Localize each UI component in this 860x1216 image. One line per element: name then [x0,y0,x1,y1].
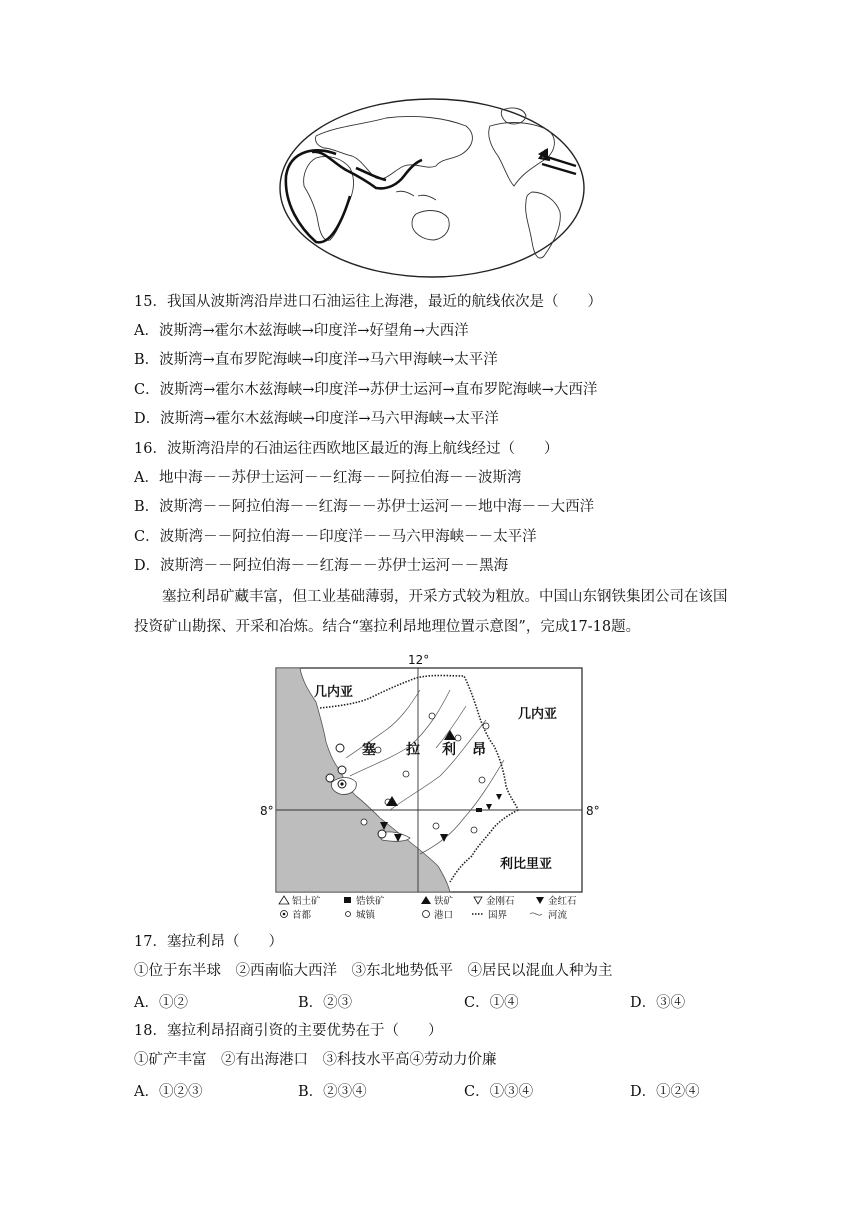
q18-option-c: C．①③④ [464,1084,534,1100]
question-18-stem: 18．塞拉利昂招商引资的主要优势在于（ ） [134,1023,443,1039]
label-guinea-nw: 几内亚 [314,685,354,700]
q17-option-b: B．②③ [298,995,353,1011]
q16-option-b: B．波斯湾－－阿拉伯海－－红海－－苏伊士运河－－地中海－－大西洋 [134,499,595,515]
question-17-stem: 17．塞拉利昂（ ） [134,934,283,950]
label-sierra-leone-2: 拉 [406,742,420,758]
q18-option-b: B．②③④ [298,1084,367,1100]
question-15-stem: 15．我国从波斯湾沿岸进口石油运往上海港，最近的航线依次是（ ） [134,294,602,310]
q15-option-a: A．波斯湾→霍尔木兹海峡→印度洋→好望角→大西洋 [134,323,469,339]
q18-option-d: D．①②④ [630,1084,700,1100]
q17-statements: ①位于东半球 ②西南临大西洋 ③东北地势低平 ④居民以混血人种为主 [134,963,613,979]
sierra-leone-map [260,650,605,922]
legend-river: 河流 [548,910,568,921]
label-liberia: 利比里亚 [500,857,553,872]
legend-capital: 首都 [292,910,312,921]
label-guinea-ne: 几内亚 [518,707,558,722]
latitude-label-left: 8° [260,804,274,818]
q17-option-c: C．①④ [464,995,519,1011]
q17-option-d: D．③④ [630,995,686,1011]
legend-town: 城镇 [356,910,376,921]
q15-option-c: C．波斯湾→霍尔木兹海峡→印度洋→苏伊士运河→直布罗陀海峡→大西洋 [134,382,598,398]
legend-rutile: 锆铁矿 [356,896,385,907]
label-sierra-leone-3: 利 [442,742,456,758]
question-16-stem: 16．波斯湾沿岸的石油运往西欧地区最近的海上航线经过（ ） [134,441,559,457]
q16-option-c: C．波斯湾－－阿拉伯海－－印度洋－－马六甲海峡－－太平洋 [134,529,537,545]
legend-bauxite: 铝土矿 [292,896,321,907]
q18-option-a: A．①②③ [134,1084,203,1100]
legend-border: 国界 [488,910,508,921]
q15-option-b: B．波斯湾→直布罗陀海峡→印度洋→马六甲海峡→太平洋 [134,352,498,368]
intro-paragraph: 塞拉利昂矿藏丰富，但工业基础薄弱，开采方式较为粗放。中国山东钢铁集团公司在该国投资矿山勘探、开采和冶炼。结合“塞拉利昂地理位置示意图”，完成17-18题。 [134,589,728,635]
world-map-figure [276,96,588,281]
q17-option-a: A．①② [134,995,188,1011]
legend-port: 港口 [434,910,454,921]
q18-statements: ①矿产丰富 ②有出海港口 ③科技水平高④劳动力价廉 [134,1052,497,1068]
longitude-label: 12° [408,653,430,667]
legend-iron: 铁矿 [434,896,454,907]
q15-option-d: D．波斯湾→霍尔木兹海峡→印度洋→马六甲海峡→太平洋 [134,411,499,427]
label-sierra-leone-4: 昂 [472,742,486,758]
legend-diamond: 金刚石 [486,896,515,907]
latitude-label-right: 8° [586,804,600,818]
label-sierra-leone-1: 塞 [362,742,376,758]
q16-option-a: A．地中海－－苏伊士运河－－红海－－阿拉伯海－－波斯湾 [134,470,522,486]
q16-option-d: D．波斯湾－－阿拉伯海－－红海－－苏伊士运河－－黑海 [134,558,509,574]
legend-ruby: 金红石 [548,896,577,907]
